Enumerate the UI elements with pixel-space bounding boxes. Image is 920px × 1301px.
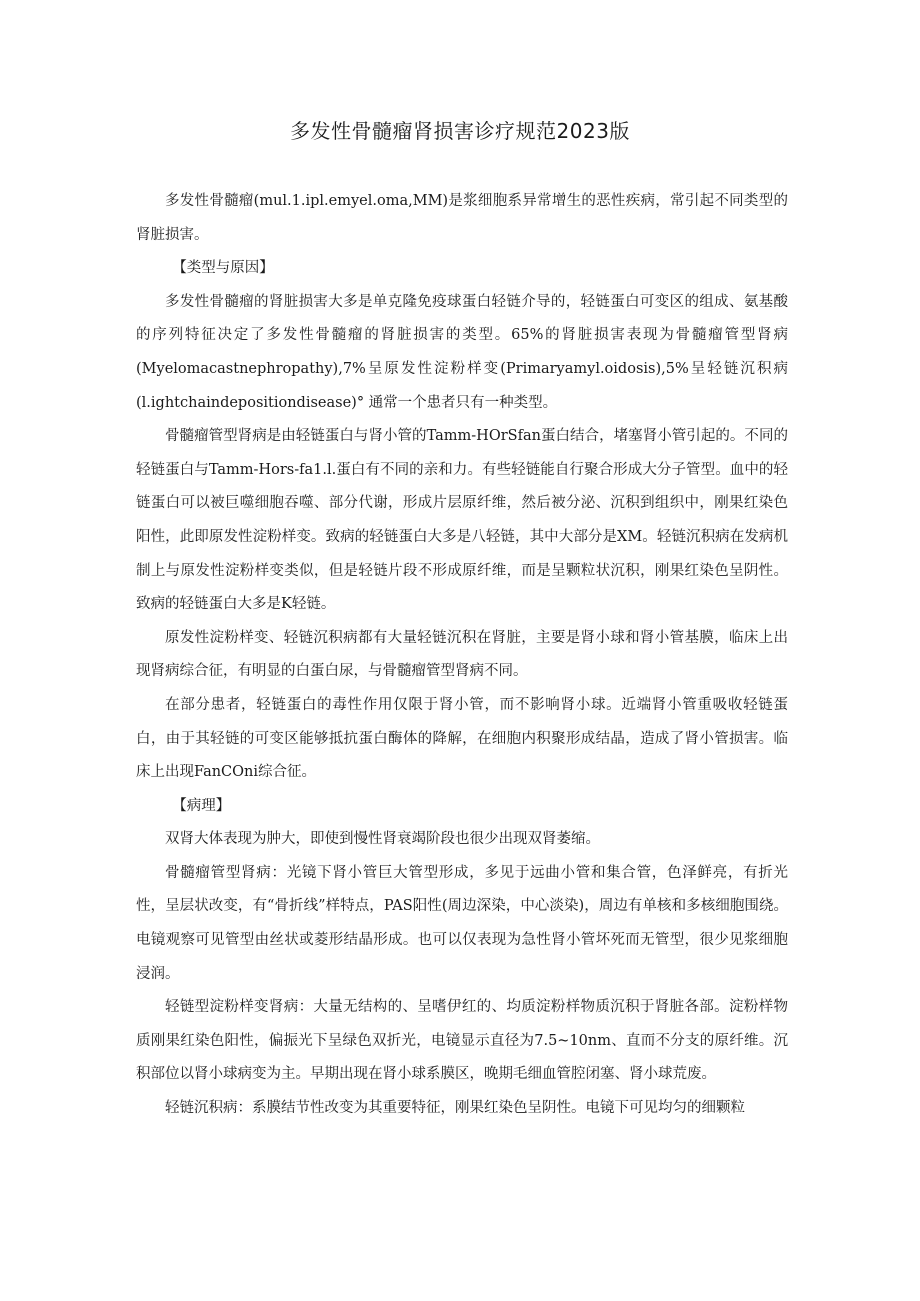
- paragraph: 多发性骨髓瘤的肾脏损害大多是单克隆免疫球蛋白轻链介导的，轻链蛋白可变区的组成、氨基酸的序列特征决定了多发性骨髓瘤的肾脏损害的类型。65%的肾脏损害表现为骨髓瘤管型肾病(Myelomacastnephropathy),7%呈原发性淀粉样变(Primaryamyl.oidosis),5%呈轻链沉积病(l.ightchaindepositiondisease)° 通常一个患者只有一种类型。: [136, 293, 788, 411]
- paragraph: 骨髓瘤管型肾病是由轻链蛋白与肾小管的Tamm-HOrSfan蛋白结合，堵塞肾小管引起的。不同的轻链蛋白与Tamm-Hors-fa1.l.蛋白有不同的亲和力。有些轻链能自行聚合形成大分子管型。血中的轻链蛋白可以被巨噬细胞吞噬、部分代谢，形成片层原纤维，然后被分泌、沉积到组织中，刚果红染色阳性，此即原发性淀粉样变。致病的轻链蛋白大多是八轻链，其中大部分是XM。轻链沉积病在发病机制上与原发性淀粉样变类似，但是轻链片段不形成原纤维，而是呈颗粒状沉积，刚果红染色呈阴性。致病的轻链蛋白大多是K轻链。: [136, 428, 788, 613]
- section-heading-types-causes: 【类型与原因】: [172, 260, 274, 277]
- document-body: [136, 185, 788, 1126]
- paragraph: 骨髓瘤管型肾病：光镜下肾小管巨大管型形成，多见于远曲小管和集合管，色泽鲜亮，有折光性，呈层状改变，有“骨折线”样特点，PAS阳性(周边深染，中心淡染)，周边有单核和多核细胞围绕。电镜观察可见管型由丝状或菱形结晶形成。也可以仅表现为急性肾小管坏死而无管型，很少见浆细胞浸润。: [136, 864, 788, 982]
- paragraph: 原发性淀粉样变、轻链沉积病都有大量轻链沉积在肾脏，主要是肾小球和肾小管基膜，临床上出现肾病综合征，有明显的白蛋白尿，与骨髓瘤管型肾病不同。: [136, 629, 788, 680]
- paragraph: 双肾大体表现为肿大，即使到慢性肾衰竭阶段也很少出现双肾萎缩。: [165, 831, 600, 848]
- paragraph-intro: 多发性骨髓瘤(mul.1.ipl.emyel.oma,MM)是浆细胞系异常增生的恶性疾病，常引起不同类型的肾脏损害。: [136, 193, 788, 243]
- paragraph: 在部分患者，轻链蛋白的毒性作用仅限于肾小管，而不影响肾小球。近端肾小管重吸收轻链蛋白，由于其轻链的可变区能够抵抗蛋白酶体的降解，在细胞内积聚形成结晶，造成了肾小管损害。临床上出现FanCOni综合征。: [136, 696, 788, 781]
- paragraph: 轻链型淀粉样变肾病：大量无结构的、呈嗜伊红的、均质淀粉样物质沉积于肾脏各部。淀粉样物质刚果红染色阳性，偏振光下呈绿色双折光，电镜显示直径为7.5~10nm、直而不分支的原纤维。沉积部位以肾小球病变为主。早期出现在肾小球系膜区，晚期毛细血管腔闭塞、肾小球荒废。: [136, 999, 788, 1083]
- paragraph: 轻链沉积病：系膜结节性改变为其重要特征，刚果红染色呈阴性。电镜下可见均匀的细颗粒: [165, 1100, 745, 1117]
- section-heading-pathology: 【病理】: [172, 797, 231, 814]
- document-title: 多发性骨髓瘤肾损害诊疗规范2023版: [290, 119, 630, 143]
